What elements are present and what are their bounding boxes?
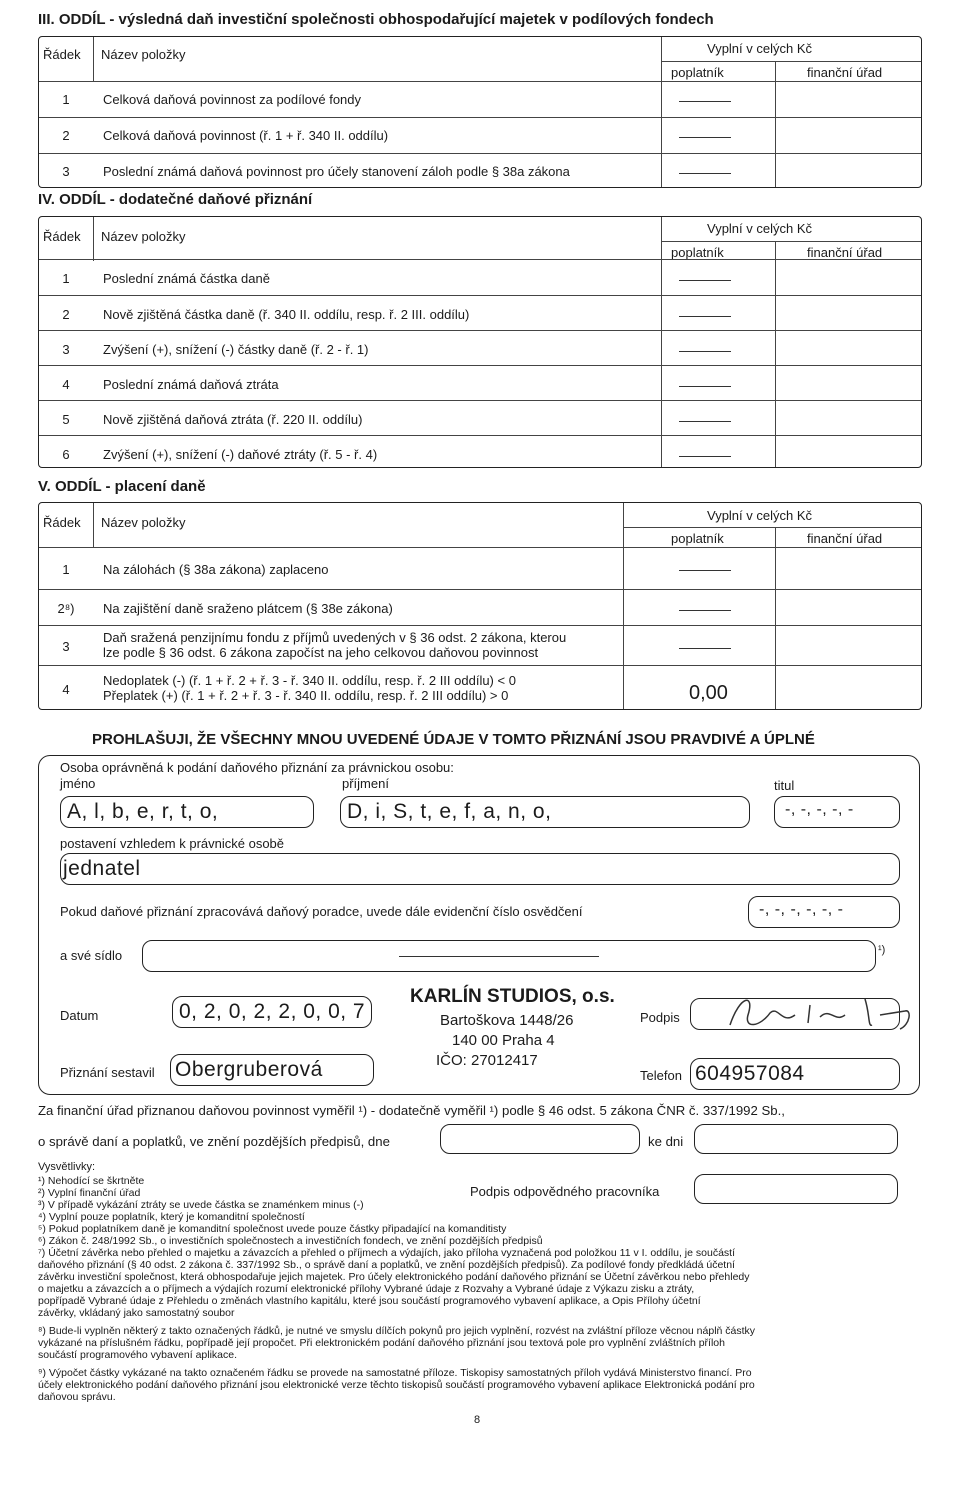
person-label: Osoba oprávněná k podání daňového přiznání za právnickou osobu:	[60, 760, 454, 775]
header-payer: poplatník	[671, 65, 724, 80]
row-number: 4	[62, 377, 70, 392]
seat-label: a své sídlo	[60, 948, 123, 963]
footnote: ⁷) Účetní závěrka nebo přehled o majetku a závazcích a přehled o příjmech a výdajích, jako příloha vyznačená pod položkou 11 v I. oddílu, je součástí	[38, 1247, 735, 1259]
empty-value-dash	[679, 173, 731, 174]
table-row	[39, 547, 921, 589]
footnote: ⁸) Bude-li vyplněn některý z takto označených řádků, je nutné ve smyslu dílčích pokynů pro jejich vyplnění, rozvést na zvláštní příloze věcnou náplň částky	[38, 1325, 756, 1337]
header-row: Řádek	[43, 515, 81, 530]
footnote: ¹) Nehodící se škrtněte	[38, 1175, 145, 1187]
header-fill: Vyplní v celých Kč	[707, 221, 813, 236]
office-line1: Za finanční úřad přiznanou daňovou povinnost vyměřil ¹) - dodatečně vyměřil ¹) podle § 46 odst. 5 zákona ČNR č. 337/1992 Sb.,	[38, 1103, 785, 1118]
footnote: ²) Vyplní finanční úřad	[38, 1187, 141, 1199]
empty-value-dash	[679, 316, 731, 317]
row-number: 2	[62, 128, 70, 143]
position-field[interactable]	[60, 853, 900, 885]
footnote: účely elektronického podání daňového přiznání jsou elektronické verze těchto tiskopisů součástí programového vybavení aplikace Elektronická podání pro	[38, 1379, 755, 1391]
row-label: Nově zjištěná daňová ztráta (ř. 220 II. oddílu)	[103, 412, 363, 427]
page-number: 8	[474, 1414, 481, 1426]
section3-title: III. ODDÍL - výsledná daň investiční společnosti obhospodařující majetek v podílových fondech	[38, 11, 714, 28]
row-label: Poslední známá částka daně	[103, 271, 270, 286]
divider	[93, 503, 94, 547]
footnotes-title: Vysvětlivky:	[38, 1161, 96, 1173]
title-label: titul	[774, 778, 795, 793]
table-row	[39, 665, 921, 711]
section5-table	[38, 502, 922, 710]
date-value: 0, 2, 0, 2, 2, 0, 0, 7	[179, 1000, 366, 1023]
table-row	[39, 435, 921, 469]
table-row	[39, 295, 921, 330]
phone-value: 604957084	[695, 1062, 805, 1085]
official-signature-label: Podpis odpovědného pracovníka	[470, 1184, 660, 1199]
declaration-heading: PROHLAŠUJI, ŽE VŠECHNY MNOU UVEDENÉ ÚDAJE V TOMTO PŘIZNÁNÍ JSOU PRAVDIVÉ A ÚPLNÉ	[92, 731, 815, 748]
empty-value-dash	[679, 421, 731, 422]
footnote: popřípadě Vybrané údaje z Přehledu o změnách vlastního kapitálu, které jsou součástí programového vybavení aplikace, a Opis Přílohy účetní	[38, 1295, 701, 1307]
surname-label: příjmení	[342, 776, 389, 791]
header-name: Název položky	[101, 47, 186, 62]
office-line2: o správě daní a poplatků, ve znění pozdějších předpisů, dne	[38, 1134, 390, 1149]
advisor-label: Pokud daňové přiznání zpracovává daňový poradce, uvede dále evidenční číslo osvědčení	[60, 904, 583, 919]
row-label: Celková daňová povinnost za podílové fondy	[103, 92, 362, 107]
official-signature-field[interactable]	[694, 1174, 898, 1204]
title-field[interactable]	[774, 796, 900, 828]
compiled-field[interactable]	[170, 1054, 374, 1086]
row-number: 3	[62, 639, 70, 654]
advisor-number-field[interactable]	[748, 896, 900, 928]
row-number: 3	[62, 164, 70, 179]
header-office: finanční úřad	[807, 65, 883, 80]
header-row: Řádek	[43, 47, 81, 62]
header-office: finanční úřad	[807, 245, 883, 260]
title-value: -, -, -, -, -	[785, 801, 854, 818]
row-label: lze podle § 36 odst. 6 zákona započíst na jeho celkovou daňovou povinnost	[103, 645, 539, 660]
empty-value-dash	[679, 280, 731, 281]
footnote: vykázané na příslušném řádku, popřípadě její propočet. Při elektronickém podání daňového přiznání jsou textová pole pro vyplnění zvláštních příloh	[38, 1337, 725, 1349]
row-label: Zvýšení (+), snížení (-) daňové ztráty (ř. 5 - ř. 4)	[103, 447, 378, 462]
row-label: Na zálohách (§ 38a zákona) zaplaceno	[103, 562, 329, 577]
header-fill: Vyplní v celých Kč	[707, 41, 813, 56]
stamp-ico: IČO: 27012417	[436, 1052, 538, 1069]
table-row	[39, 81, 921, 117]
header-office: finanční úřad	[807, 531, 883, 546]
table-row	[39, 400, 921, 435]
row-number: 2⁸)	[57, 601, 75, 616]
row-number: 5	[62, 412, 70, 427]
date-label: Datum	[60, 1008, 99, 1023]
footnote: ⁵) Pokud poplatníkem daně je komanditní společnost uvede pouze částky připadající na komanditisty	[38, 1223, 507, 1235]
date-field[interactable]	[172, 996, 372, 1028]
empty-value-dash	[679, 570, 731, 571]
row-number: 1	[62, 562, 70, 577]
table-row	[39, 589, 921, 625]
footnote: ⁶) Zákon č. 248/1992 Sb., o investičních společnostech a investičních fondech, ve znění pozdějších předpisů	[38, 1235, 543, 1247]
seat-field[interactable]	[142, 940, 876, 972]
footnote: ⁴) Vyplní pouze poplatník, který je komanditní společností	[38, 1211, 305, 1223]
stamp-name: KARLÍN STUDIOS, o.s.	[410, 986, 615, 1007]
empty-value-dash	[679, 101, 731, 102]
first-name-field[interactable]	[60, 796, 314, 828]
divider	[93, 37, 94, 81]
row-number: 3	[62, 342, 70, 357]
to-date-label: ke dni	[648, 1134, 684, 1149]
section5-title: V. ODDÍL - placení daně	[38, 478, 206, 495]
row-number: 2	[62, 307, 70, 322]
empty-value-dash	[679, 386, 731, 387]
header-payer: poplatník	[671, 531, 724, 546]
compiled-label: Přiznání sestavil	[60, 1065, 155, 1080]
empty-value-dash	[679, 648, 731, 649]
empty-value-dash	[679, 137, 731, 138]
footnote: součástí programového vybavení aplikace.	[38, 1349, 238, 1361]
seat-note: ¹)	[878, 944, 886, 956]
footnote: ³) V případě vykázání ztráty se uvede částka se znaménkem minus (-)	[38, 1199, 364, 1211]
table-row	[39, 117, 921, 153]
surname-field[interactable]	[340, 796, 750, 828]
footnote: daňovou správu.	[38, 1391, 116, 1403]
row-number: 1	[62, 92, 70, 107]
header-name: Název položky	[101, 229, 186, 244]
phone-field[interactable]	[690, 1058, 900, 1090]
row-label: Daň sražená penzijnímu fondu z příjmů uvedených v § 36 odst. 2 zákona, kterou	[103, 630, 567, 645]
table-row	[39, 330, 921, 365]
header-fill: Vyplní v celých Kč	[707, 508, 813, 523]
row-label: Poslední známá daňová povinnost pro účely stanovení záloh podle § 38a zákona	[103, 164, 570, 179]
signature-label: Podpis	[640, 1010, 680, 1025]
compiled-value: Obergruberová	[175, 1058, 323, 1081]
header-payer: poplatník	[671, 245, 724, 260]
empty-value-dash	[679, 456, 731, 457]
row-label: Celková daňová povinnost (ř. 1 + ř. 340 II. oddílu)	[103, 128, 389, 143]
stamp-city: 140 00 Praha 4	[452, 1032, 555, 1049]
footnote: ⁹) Výpočet částky vykázané na takto označeném řádku se provede na samostatné příloze. Tiskopisy samostatných příloh vydává Ministerstvo financí. Pro	[38, 1367, 752, 1379]
empty-value-dash	[679, 351, 731, 352]
header-row: Řádek	[43, 229, 81, 244]
row-label: Přeplatek (+) (ř. 1 + ř. 2 + ř. 3 - ř. 340 II. oddílu, resp. ř. 2 III oddílu) > 0	[103, 688, 509, 703]
row-number: 1	[62, 271, 70, 286]
to-date-field[interactable]	[694, 1124, 898, 1154]
section4-title: IV. ODDÍL - dodatečné daňové přiznání	[38, 191, 313, 208]
footnote: závěrku investiční společnost, která obhospodařuje jejich majetek. Pro účely elektronického podání daňového přiznání se Účetní závěrkou nebo přehledy	[38, 1271, 750, 1283]
footnote: o majetku a závazcích a o příjmech a výdajích rozumí elektronické přílohy Vybrané údaje z Rozvahy a Vybrané údaje z Výkazu zisku a ztráty,	[38, 1283, 695, 1295]
footnote: daňového přiznání (§ 40 odst. 2 zákona č. 337/1992 Sb., o správě daní a poplatků, ve znění pozdějších předpisů). Za podílové fondy předkládá účetní	[38, 1259, 735, 1271]
table-row	[39, 259, 921, 295]
divider	[93, 217, 94, 261]
table-row	[39, 153, 921, 189]
row-label: Poslední známá daňová ztráta	[103, 377, 279, 392]
first-name-value: A, l, b, e, r, t, o,	[67, 800, 219, 823]
section4-table	[38, 216, 922, 468]
footnote: závěrky, vkládaný jako samostatný soubor	[38, 1307, 235, 1319]
header-name: Název položky	[101, 515, 186, 530]
assessment-date-field[interactable]	[440, 1124, 640, 1154]
position-value: jednatel	[63, 857, 141, 880]
surname-value: D, i, S, t, e, f, a, n, o,	[347, 800, 552, 823]
row-label: Na zajištění daně sraženo plátcem (§ 38e zákona)	[103, 601, 393, 616]
first-name-label: jméno	[60, 776, 96, 791]
empty-value-dash	[679, 610, 731, 611]
row-number: 4	[62, 682, 70, 697]
row-label: Nedoplatek (-) (ř. 1 + ř. 2 + ř. 3 - ř. 340 II. oddílu, resp. ř. 2 III oddílu) < 0	[103, 673, 516, 688]
row-number: 6	[62, 447, 70, 462]
row-label: Nově zjištěná částka daně (ř. 340 II. oddílu, resp. ř. 2 III. oddílu)	[103, 307, 470, 322]
handwritten-signature	[700, 985, 940, 1045]
phone-label: Telefon	[640, 1068, 682, 1083]
table-row	[39, 625, 921, 665]
row-label: Zvýšení (+), snížení (-) částky daně (ř. 2 - ř. 1)	[103, 342, 369, 357]
table-row	[39, 365, 921, 400]
section3-table	[38, 36, 922, 188]
stamp-address: Bartoškova 1448/26	[440, 1012, 574, 1029]
overpayment-value: 0,00	[689, 682, 728, 704]
position-label: postavení vzhledem k právnické osobě	[60, 836, 285, 851]
advisor-number-value: -, -, -, -, -, -	[759, 901, 844, 918]
